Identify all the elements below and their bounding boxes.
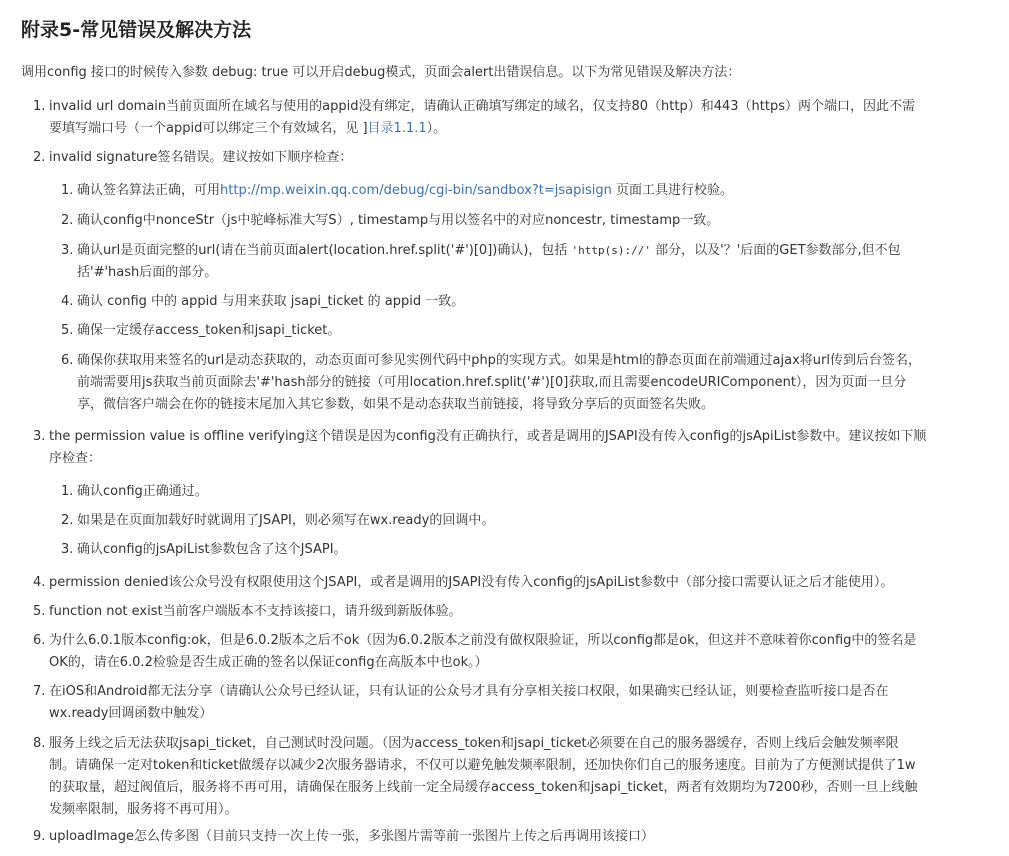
page-title: 附录5-常见错误及解决方法	[21, 19, 252, 41]
text-fragment: 确认url是页面完整的url(请在当前页面alert(location.href.split('#')[0])确认)，包括	[77, 243, 572, 258]
list-item-text-cont	[49, 118, 446, 140]
list-number: 2.	[61, 213, 74, 228]
list-number: 8.	[33, 736, 46, 751]
list-number: 4.	[61, 294, 74, 309]
list-item-text-cont: OK的，请在6.0.2检验是否生成正确的签名以保证config在高版本中也ok。）	[49, 655, 488, 670]
list-number: 3.	[33, 429, 46, 444]
list-number: 2.	[61, 513, 74, 528]
sub-item-text: 确认 config 中的 appid 与用来获取 jsapi_ticket 的 appid 一致。	[77, 294, 465, 309]
intro-paragraph: 调用config 接口的时候传入参数 debug: true 可以开启debug模式，页面会alert出错误信息。以下为常见错误及解决方法：	[21, 65, 741, 80]
text-fragment: 要填写端口号（一个appid可以绑定三个有效域名，见 ]	[49, 121, 368, 136]
list-number: 1.	[61, 183, 74, 198]
list-number: 9.	[33, 829, 46, 844]
sub-item-text	[77, 240, 901, 262]
list-number: 2.	[33, 150, 46, 165]
list-number: 1.	[61, 484, 74, 499]
list-item-text-cont: 序检查：	[49, 451, 102, 466]
sub-item-text-cont: 括'#'hash后面的部分。	[77, 265, 218, 280]
list-item-text: 服务上线之后无法获取jsapi_ticket，自己测试时没问题。（因为access_token和jsapi_ticket必须要在自己的服务器缓存，否则上线后会触发频率限	[49, 736, 899, 751]
list-number: 4.	[33, 575, 46, 590]
list-item-text: permission denied该公众号没有权限使用这个JSAPI，或者是调用的JSAPI没有传入config的jsApiList参数中（部分接口需要认证之后才能使用）。	[49, 575, 894, 590]
list-number: 5.	[61, 323, 74, 338]
text-fragment: 页面工具进行校验。	[611, 183, 733, 198]
list-item-text-cont: wx.ready回调函数中触发）	[49, 706, 213, 721]
sub-item-text-cont: 享，微信客户端会在你的链接末尾加入其它参数，如果不是动态获取当前链接，将导致分享后的页面签名失败。	[77, 397, 715, 412]
sub-item-text: 确认config中nonceStr（js中驼峰标准大写S）, timestamp与用以签名中的对应noncestr, timestamp一致。	[77, 213, 720, 228]
list-number: 7.	[33, 684, 46, 699]
text-fragment: 确认签名算法正确，可用	[77, 183, 221, 198]
sub-item-text: 确认config的jsApiList参数包含了这个JSAPI。	[77, 542, 347, 557]
sub-item-text: 如果是在页面加载好时就调用了JSAPI，则必须写在wx.ready的回调中。	[77, 513, 495, 528]
text-fragment: ）。	[426, 121, 447, 136]
list-item-text: invalid url domain当前页面所在域名与使用的appid没有绑定，请确认正确填写绑定的域名，仅支持80（http）和443（https）两个端口，因此不需	[49, 99, 915, 114]
list-number: 6.	[33, 633, 46, 648]
list-number: 6.	[61, 353, 74, 368]
text-fragment: 部分，以及'？'后面的GET参数部分,但不包	[651, 243, 901, 258]
sub-item-text: 确保你获取用来签名的url是动态获取的，动态页面可参见实例代码中php的实现方式。如果是html的静态页面在前端通过ajax将url传到后台签名，	[77, 353, 921, 368]
sub-item-text: 确保一定缓存access_token和jsapi_ticket。	[77, 323, 341, 338]
list-number: 3.	[61, 542, 74, 557]
list-item-text: function not exist当前客户端版本不支持该接口，请升级到新版体验。	[49, 604, 462, 619]
list-item-text: invalid signature签名错误。建议按如下顺序检查：	[49, 150, 353, 165]
list-number: 5.	[33, 604, 46, 619]
list-number: 1.	[33, 99, 46, 114]
code-inline: 'http(s)://'	[571, 244, 652, 257]
list-item-text: the permission value is offline verifying这个错误是因为config没有正确执行，或者是调用的JSAPI没有传入config的jsApiList参数中。建议按如下顺	[49, 429, 927, 444]
list-item-text-cont: 的获取量，超过阀值后，服务将不再可用，请确保在服务上线前一定全局缓存access_token和jsapi_ticket，两者有效期均为7200秒，否则一旦上线触	[49, 780, 918, 795]
list-item-text-cont: 制。请确保一定对token和ticket做缓存以减少2次服务器请求，不仅可以避免触发频率限制，还加快你们自己的服务速度。目前为了方便测试提供了1w	[49, 758, 916, 773]
sandbox-link[interactable]: http://mp.weixin.qq.com/debug/cgi-bin/sandbox?t=jsapisign	[220, 183, 612, 198]
list-number: 3.	[61, 243, 74, 258]
sub-item-text	[77, 180, 733, 202]
list-item-text: 在iOS和Android都无法分享（请确认公众号已经认证，只有认证的公众号才具有分享相关接口权限，如果确实已经认证，则要检查监听接口是否在	[49, 684, 889, 699]
list-item-text: 为什么6.0.1版本config:ok，但是6.0.2版本之后不ok（因为6.0.2版本之前没有做权限验证，所以config都是ok，但这并不意味着你config中的签名是	[49, 633, 917, 648]
toc-link[interactable]: 目录1.1.1	[367, 121, 427, 136]
list-item-text-cont: 发频率限制，服务将不再可用）。	[49, 802, 238, 817]
sub-item-text-cont: 前端需要用js获取当前页面除去'#'hash部分的链接（可用location.href.split('#')[0]获取,而且需要encodeURIComponent），因为页面一旦分	[77, 375, 907, 390]
list-item-text: uploadImage怎么传多图（目前只支持一次上传一张，多张图片需等前一张图片上传之后再调用该接口）	[49, 829, 654, 844]
sub-item-text: 确认config正确通过。	[77, 484, 208, 499]
